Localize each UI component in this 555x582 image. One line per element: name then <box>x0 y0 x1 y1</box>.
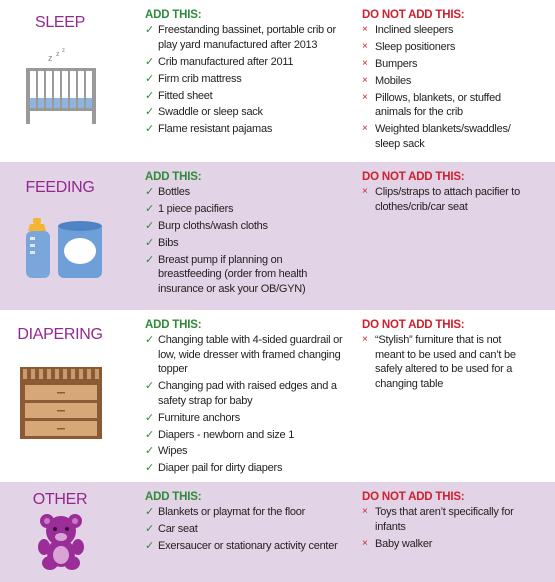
check-icon: ✓ <box>145 445 154 458</box>
dont-heading: DO NOT ADD THIS: <box>362 9 465 21</box>
list-item: ✓ Crib manufactured after 2011 <box>145 55 294 68</box>
section-feeding <box>0 162 555 310</box>
add-heading: ADD THIS: <box>145 319 202 331</box>
section-title: FEEDING <box>25 179 95 196</box>
check-icon: ✓ <box>145 203 154 216</box>
check-icon: ✓ <box>145 523 154 536</box>
list-item: ✓ 1 piece pacifiers <box>145 203 234 216</box>
cross-icon: × <box>362 123 368 135</box>
add-column <box>145 319 345 476</box>
check-icon: ✓ <box>145 334 154 347</box>
check-icon: ✓ <box>145 428 154 441</box>
teddy-bear-icon <box>38 513 84 571</box>
list-item: × “Stylish” furniture that is not meant to be used and can’t be safely altered to be used for a changing table <box>362 334 516 390</box>
check-icon: ✓ <box>145 72 154 85</box>
list-item: ✓ Fitted sheet <box>145 89 213 102</box>
dont-list <box>362 505 522 551</box>
add-heading: ADD THIS: <box>145 9 202 21</box>
list-item: ✓ Furniture anchors <box>145 411 240 424</box>
crib-icon <box>22 46 100 126</box>
list-item: ✓ Freestanding bassinet, portable crib or play yard manufactured after 2013 <box>145 24 336 51</box>
list-item: × Sleep positioners <box>362 41 456 54</box>
list-item: ✓ Diapers - newborn and size 1 <box>145 428 295 441</box>
list-item: ✓ Bibs <box>145 237 179 250</box>
cross-icon: × <box>362 58 368 70</box>
list-item: ✓ Burp cloths/wash cloths <box>145 220 268 233</box>
list-item: ✓ Exersaucer or stationary activity center <box>145 540 338 553</box>
list-item: × Inclined sleepers <box>362 24 454 37</box>
check-icon: ✓ <box>145 24 154 37</box>
svg-text:z: z <box>62 48 65 54</box>
cross-icon: × <box>362 506 368 518</box>
list-item: ✓ Wipes <box>145 445 188 458</box>
dont-column <box>362 171 522 214</box>
add-list <box>145 185 345 296</box>
list-item: ✓ Flame resistant pajamas <box>145 123 273 136</box>
add-column <box>145 491 345 554</box>
check-icon: ✓ <box>145 220 154 233</box>
check-icon: ✓ <box>145 186 154 199</box>
list-item: ✓ Firm crib mattress <box>145 72 242 85</box>
add-list <box>145 23 345 136</box>
list-item: × Baby walker <box>362 537 433 550</box>
dont-heading: DO NOT ADD THIS: <box>362 491 465 503</box>
list-item: × Clips/straps to attach pacifier to clothes/crib/car seat <box>362 186 520 213</box>
add-list <box>145 505 345 553</box>
add-heading: ADD THIS: <box>145 491 202 503</box>
list-item: ✓ Blankets or playmat for the floor <box>145 506 306 519</box>
check-icon: ✓ <box>145 411 154 424</box>
list-item: ✓ Car seat <box>145 523 198 536</box>
cross-icon: × <box>362 186 368 198</box>
dont-column <box>362 9 522 151</box>
check-icon: ✓ <box>145 462 154 475</box>
check-icon: ✓ <box>145 106 154 119</box>
dont-column <box>362 491 522 551</box>
list-item: × Weighted blankets/swaddles/ sleep sack <box>362 123 511 150</box>
check-icon: ✓ <box>145 380 154 393</box>
list-item: × Bumpers <box>362 58 418 71</box>
list-item: ✓ Bottles <box>145 186 190 199</box>
check-icon: ✓ <box>145 506 154 519</box>
section-title: DIAPERING <box>17 326 103 343</box>
list-item: ✓ Changing pad with raised edges and a safety strap for baby <box>145 380 337 407</box>
bottle-formula-icon <box>24 218 104 280</box>
check-icon: ✓ <box>145 123 154 136</box>
add-column <box>145 171 345 296</box>
cross-icon: × <box>362 41 368 53</box>
add-list <box>145 333 345 475</box>
dont-column <box>362 319 522 391</box>
check-icon: ✓ <box>145 540 154 553</box>
dont-heading: DO NOT ADD THIS: <box>362 319 465 331</box>
check-icon: ✓ <box>145 237 154 250</box>
list-item: ✓ Changing table with 4-sided guardrail or low, wide dresser with framed changing topper <box>145 334 343 376</box>
dont-list <box>362 333 522 391</box>
add-column <box>145 9 345 137</box>
list-item: ✓ Breast pump if planning on breastfeeding (order from health insurance or ask your OB/GYN) <box>145 253 308 295</box>
dont-heading: DO NOT ADD THIS: <box>362 171 465 183</box>
add-heading: ADD THIS: <box>145 171 202 183</box>
list-item: ✓ Diaper pail for dirty diapers <box>145 462 283 475</box>
section-sleep <box>0 0 555 162</box>
cross-icon: × <box>362 334 368 346</box>
svg-text:z: z <box>56 51 60 58</box>
list-item: × Pillows, blankets, or stuffed animals for the crib <box>362 91 501 119</box>
section-other <box>0 482 555 582</box>
dont-list <box>362 23 522 151</box>
cross-icon: × <box>362 537 368 549</box>
list-item: × Toys that aren’t specifically for infants <box>362 506 514 533</box>
cross-icon: × <box>362 91 368 103</box>
cross-icon: × <box>362 24 368 36</box>
check-icon: ✓ <box>145 55 154 68</box>
svg-text:z: z <box>48 53 53 63</box>
dont-list <box>362 185 522 214</box>
section-title: OTHER <box>32 491 88 508</box>
list-item: × Mobiles <box>362 75 412 88</box>
cross-icon: × <box>362 75 368 87</box>
section-title: SLEEP <box>34 14 86 31</box>
list-item: ✓ Swaddle or sleep sack <box>145 106 263 119</box>
check-icon: ✓ <box>145 253 154 266</box>
section-diapering <box>0 310 555 482</box>
dresser-icon <box>20 367 102 439</box>
check-icon: ✓ <box>145 89 154 102</box>
